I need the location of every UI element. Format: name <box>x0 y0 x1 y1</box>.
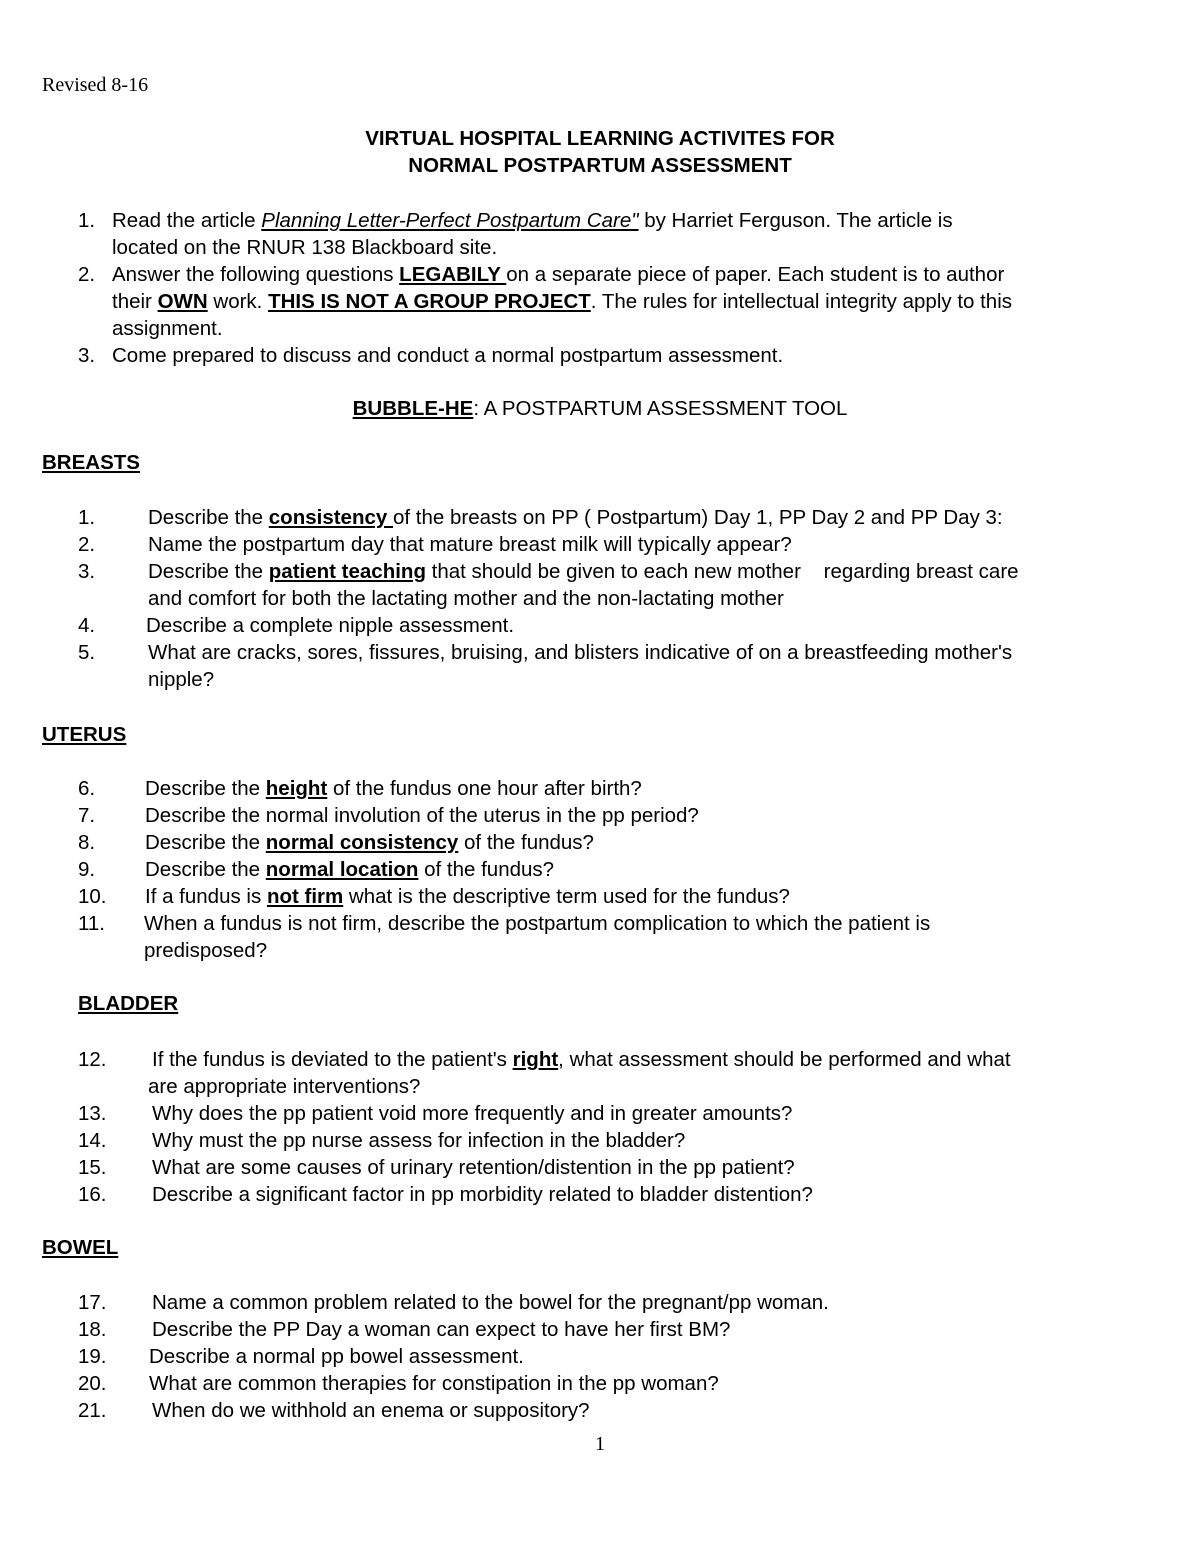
question-number: 6. <box>78 777 96 800</box>
question-text: If the fundus is deviated to the patient's <box>152 1048 513 1071</box>
question-21: When do we withhold an enema or suppository? <box>152 1399 590 1422</box>
question-number: 4. <box>78 614 96 637</box>
question-text: Describe the <box>148 560 269 583</box>
emphasis: patient teaching <box>268 560 426 583</box>
question-14: Why must the pp nurse assess for infection in the bladder? <box>152 1129 686 1152</box>
question-number: 8. <box>78 831 96 854</box>
instruction-text: by Harriet Ferguson. The article is <box>638 209 953 232</box>
question-number: 7. <box>78 804 96 827</box>
instruction-3: Come prepared to discuss and conduct a normal postpartum assessment. <box>112 344 784 367</box>
instruction-1 <box>112 207 953 234</box>
instruction-number: 3. <box>78 344 96 367</box>
instruction-2-cont <box>112 288 1012 315</box>
emphasis: right <box>512 1048 559 1071</box>
question-number: 10. <box>78 885 107 908</box>
instruction-2 <box>112 261 1004 288</box>
question-number: 17. <box>78 1291 107 1314</box>
question-3-cont: and comfort for both the lactating mother and the non-lactating mother <box>148 587 784 610</box>
question-4: Describe a complete nipple assessment. <box>146 614 515 637</box>
section-heading-breasts: BREASTS <box>42 451 140 474</box>
question-number: 11. <box>78 912 105 935</box>
question-text: what is the descriptive term used for the fundus? <box>343 885 790 908</box>
question-5: What are cracks, sores, fissures, bruising, and blisters indicative of on a breastfeeding mother's <box>148 641 1013 664</box>
tool-heading <box>0 397 1200 421</box>
question-8 <box>145 829 594 856</box>
question-number: 1. <box>78 506 96 529</box>
emphasis-legably: LEGABILY <box>399 263 507 286</box>
question-11: When a fundus is not firm, describe the postpartum complication to which the patient is <box>144 912 931 935</box>
question-16: Describe a significant factor in pp morbidity related to bladder distention? <box>152 1183 813 1206</box>
question-number: 9. <box>78 858 96 881</box>
emphasis-not-group: THIS IS NOT A GROUP PROJECT <box>268 290 591 313</box>
question-number: 13. <box>78 1102 107 1125</box>
question-number: 20. <box>78 1372 107 1395</box>
question-1 <box>148 504 1003 531</box>
section-heading-bowel: BOWEL <box>42 1236 119 1259</box>
tool-subtitle: : A POSTPARTUM ASSESSMENT TOOL <box>473 397 848 420</box>
section-heading-uterus: UTERUS <box>42 723 127 746</box>
question-17: Name a common problem related to the bowel for the pregnant/pp woman. <box>152 1291 829 1314</box>
question-text: of the fundus? <box>418 858 555 881</box>
instruction-text: work. <box>207 290 269 313</box>
question-18: Describe the PP Day a woman can expect to have her first BM? <box>152 1318 731 1341</box>
article-title: Planning Letter-Perfect Postpartum Care" <box>261 209 639 232</box>
question-number: 14. <box>78 1129 107 1152</box>
revision-note: Revised 8-16 <box>42 74 149 96</box>
page-number: 1 <box>595 1433 605 1455</box>
question-6 <box>145 775 642 802</box>
instruction-number: 2. <box>78 263 96 286</box>
question-2: Name the postpartum day that mature breast milk will typically appear? <box>148 533 792 556</box>
question-11-cont: predisposed? <box>144 939 268 962</box>
question-12-cont: are appropriate interventions? <box>148 1075 421 1098</box>
instruction-text: on a separate piece of paper. Each student is to author <box>506 263 1005 286</box>
question-number: 12. <box>78 1048 107 1071</box>
instruction-1-cont: located on the RNUR 138 Blackboard site. <box>112 236 498 259</box>
instruction-text: Answer the following questions <box>112 263 400 286</box>
question-number: 15. <box>78 1156 107 1179</box>
page-title-line2: NORMAL POSTPARTUM ASSESSMENT <box>408 154 792 177</box>
question-text: Describe the <box>145 831 266 854</box>
instruction-number: 1. <box>78 209 96 232</box>
emphasis: normal consistency <box>265 831 459 854</box>
question-text: Describe the <box>145 858 266 881</box>
section-heading-bladder: BLADDER <box>78 992 179 1015</box>
question-number: 2. <box>78 533 96 556</box>
emphasis: consistency <box>268 506 393 529</box>
question-number: 18. <box>78 1318 107 1341</box>
question-number: 5. <box>78 641 96 664</box>
question-20: What are common therapies for constipation in the pp woman? <box>149 1372 719 1395</box>
question-10 <box>145 883 790 910</box>
question-number: 16. <box>78 1183 107 1206</box>
question-text: If a fundus is <box>145 885 267 908</box>
question-text: of the breasts on PP ( Postpartum) Day 1, PP Day 2 and PP Day 3: <box>392 506 1003 529</box>
emphasis: not firm <box>266 885 344 908</box>
instruction-text: Read the article <box>112 209 262 232</box>
question-13: Why does the pp patient void more frequently and in greater amounts? <box>152 1102 793 1125</box>
instruction-2-cont2: assignment. <box>112 317 223 340</box>
question-text: of the fundus one hour after birth? <box>327 777 642 800</box>
question-text: Describe the <box>148 506 269 529</box>
question-text: that should be given to each new mother regarding breast care <box>425 560 1019 583</box>
question-5-cont: nipple? <box>148 668 215 691</box>
question-12 <box>152 1046 1011 1073</box>
instruction-text: their <box>112 290 158 313</box>
emphasis: height <box>265 777 328 800</box>
question-number: 21. <box>78 1399 107 1422</box>
question-9 <box>145 856 554 883</box>
question-15: What are some causes of urinary retention/distention in the pp patient? <box>152 1156 795 1179</box>
tool-name: BUBBLE-HE <box>352 397 474 420</box>
question-text: , what assessment should be performed and what <box>558 1048 1011 1071</box>
question-3 <box>148 558 1019 585</box>
question-7: Describe the normal involution of the uterus in the pp period? <box>145 804 699 827</box>
question-text: of the fundus? <box>458 831 594 854</box>
question-number: 3. <box>78 560 96 583</box>
question-text: Describe the <box>145 777 266 800</box>
question-19: Describe a normal pp bowel assessment. <box>149 1345 524 1368</box>
instruction-text: . The rules for intellectual integrity apply to this <box>590 290 1013 313</box>
emphasis: normal location <box>265 858 419 881</box>
emphasis-own: OWN <box>157 290 208 313</box>
page-title-line1: VIRTUAL HOSPITAL LEARNING ACTIVITES FOR <box>365 127 835 150</box>
question-number: 19. <box>78 1345 107 1368</box>
